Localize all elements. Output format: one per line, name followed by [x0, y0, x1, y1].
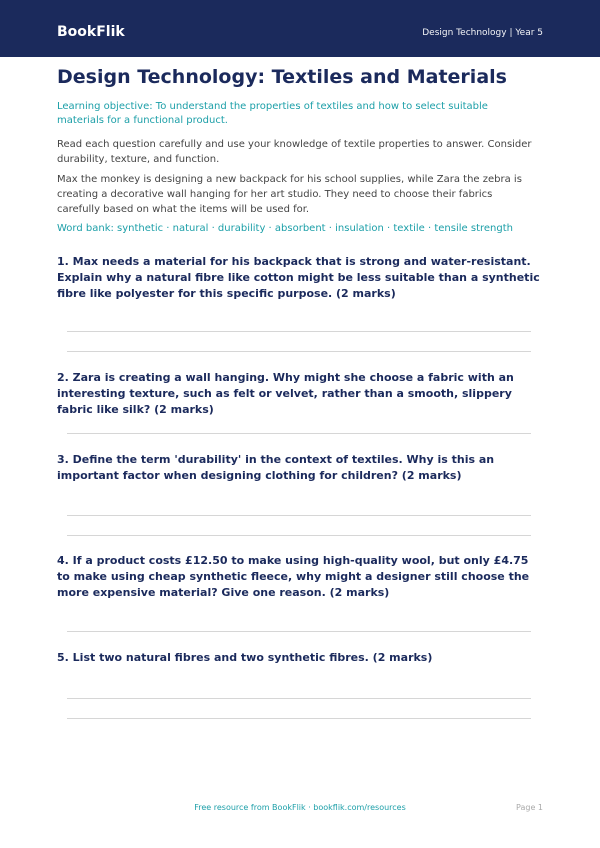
question-4: 4. If a product costs £12.50 to make using high-quality wool, but only £4.75 to make using cheap synthetic fleece, why might a designer still choose the more expensive material? Give one reason. (2 marks): [57, 554, 530, 599]
question-5: 5. List two natural fibres and two synthetic fibres. (2 marks): [57, 651, 433, 664]
answer-line[interactable]: [67, 331, 531, 332]
answer-line[interactable]: [67, 433, 531, 434]
learning-objective: Learning objective: To understand the properties of textiles and how to select suitable materials for a functional product.: [57, 101, 488, 126]
page-title: Design Technology: Textiles and Materials: [57, 66, 507, 88]
question-3: 3. Define the term 'durability' in the context of textiles. Why is this an important factor when designing clothing for children? (2 marks): [57, 453, 495, 482]
subject-label: Design Technology | Year 5: [422, 28, 543, 38]
brand-logo[interactable]: BookFlik: [57, 24, 125, 40]
answer-line[interactable]: [67, 535, 531, 536]
answer-line[interactable]: [67, 698, 531, 699]
instructions-paragraph: Read each question carefully and use your knowledge of textile properties to answer. Consider durability, texture, and function.: [57, 139, 532, 165]
page-number: Page 1: [516, 803, 543, 812]
scenario-paragraph: Max the monkey is designing a new backpack for his school supplies, while Zara the zebra is creating a decorative wall hanging for her art studio. They need to choose their fabrics carefully based on what the items will be used for.: [57, 174, 522, 215]
question-2: 2. Zara is creating a wall hanging. Why might she choose a fabric with an interesting texture, such as felt or velvet, rather than a smooth, slippery fabric like silk? (2 marks): [57, 371, 514, 416]
footer-link[interactable]: Free resource from BookFlik · bookflik.com/resources: [194, 803, 406, 812]
answer-line[interactable]: [67, 631, 531, 632]
header-bar: [0, 0, 600, 57]
question-1: 1. Max needs a material for his backpack that is strong and water-resistant. Explain why a natural fibre like cotton might be less suitable than a synthetic fibre like polyester for this specific purpose. (2 marks): [57, 255, 540, 300]
word-bank: Word bank: synthetic · natural · durability · absorbent · insulation · textile · tensile strength: [57, 223, 513, 234]
answer-line[interactable]: [67, 351, 531, 352]
answer-line[interactable]: [67, 515, 531, 516]
answer-line[interactable]: [67, 718, 531, 719]
